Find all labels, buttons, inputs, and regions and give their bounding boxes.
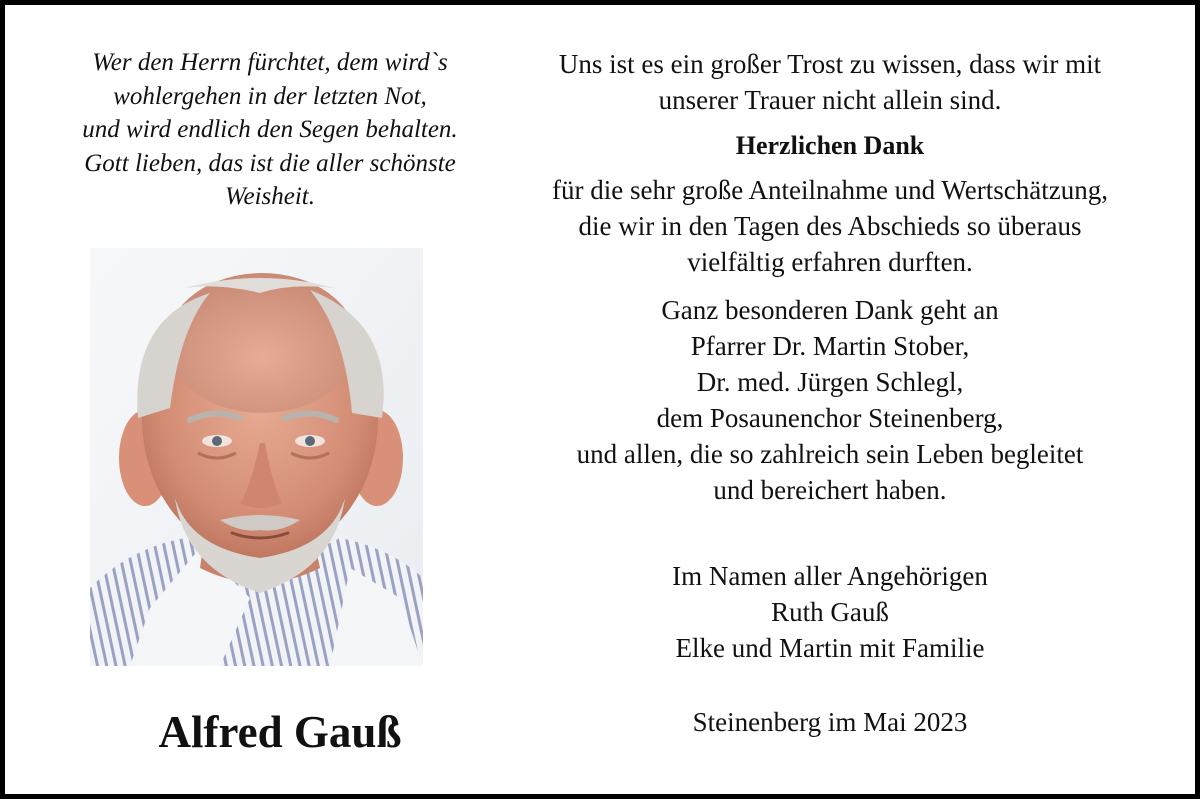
text-line: Dr. med. Jürgen Schlegl,	[696, 367, 964, 397]
verse-column	[20, 40, 520, 214]
thanks-heading: Herzlichen Dank	[735, 131, 925, 160]
text-line: dem Posaunenchor Steinenberg,	[656, 403, 1004, 433]
text-line: Ganz besonderen Dank geht an	[661, 295, 999, 325]
trost-paragraph	[480, 46, 1180, 118]
text-line: Pfarrer Dr. Martin Stober,	[690, 331, 970, 361]
thanks-paragraph	[480, 172, 1180, 280]
verse-line: und wird endlich den Segen behalten.	[82, 116, 458, 143]
text-line: Ruth Gauß	[771, 597, 889, 627]
text-line: Elke und Martin mit Familie	[675, 633, 985, 663]
verse-line: Gott lieben, das ist die aller schönste	[84, 149, 456, 177]
signature-block	[480, 558, 1180, 666]
special-thanks-paragraph	[480, 292, 1180, 508]
verse-line: wohlergehen in der letzten Not,	[113, 82, 427, 110]
verse-line: Weisheit.	[224, 183, 316, 210]
text-line: Im Namen aller Angehörigen	[672, 561, 988, 591]
portrait-photo	[90, 248, 423, 666]
text-line: Uns ist es ein großer Trost zu wissen, dass wir mit	[558, 49, 1102, 79]
text-line: unserer Trauer nicht allein sind.	[658, 85, 1002, 115]
text-line: vielfältig erfahren durften.	[687, 247, 973, 277]
verse-line: Wer den Herrn fürchtet, dem wird`s	[92, 49, 448, 76]
bible-verse	[20, 46, 520, 214]
deceased-name: Alfred Gauß	[158, 707, 402, 757]
text-line: für die sehr große Anteilnahme und Wertschätzung,	[552, 175, 1108, 205]
place-date: Steinenberg im Mai 2023	[692, 707, 968, 737]
portrait-illustration	[90, 248, 423, 666]
thanks-column	[480, 46, 1180, 740]
text-line: und bereichert haben.	[713, 475, 947, 505]
text-line: die wir in den Tagen des Abschieds so überaus	[578, 211, 1082, 241]
text-line: und allen, die so zahlreich sein Leben begleitet	[576, 439, 1084, 469]
